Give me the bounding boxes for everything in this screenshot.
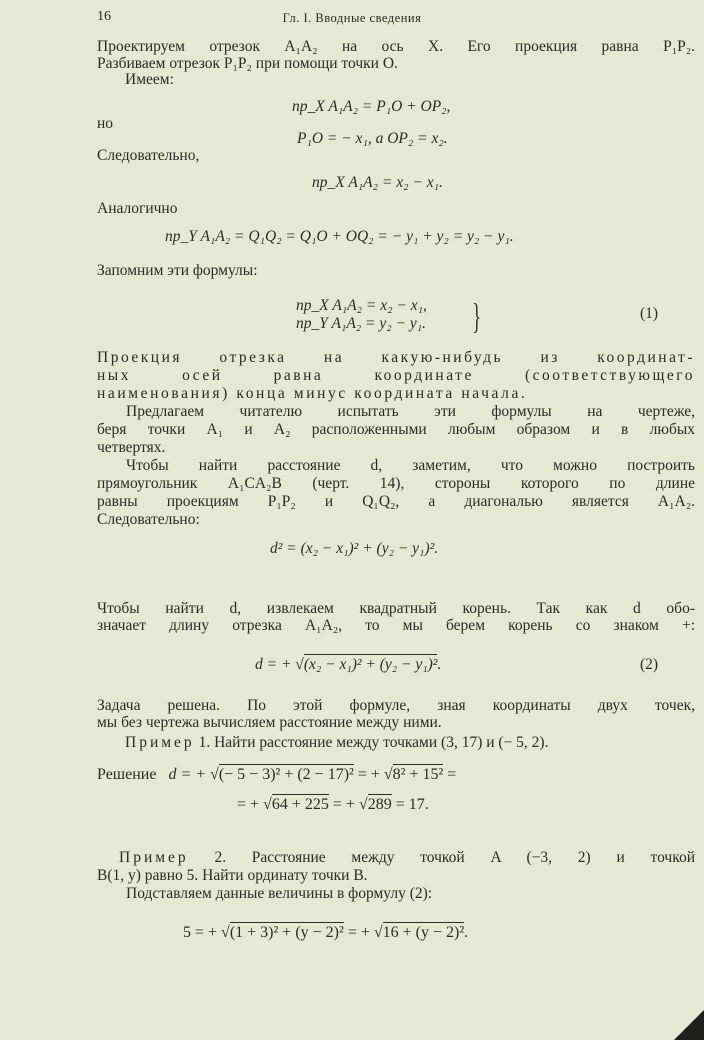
formula: P₁O = − x₁, а OP₂ = x₂. <box>297 130 448 147</box>
formula: пр_X A₁A₂ = x₂ − x₁. <box>312 174 443 191</box>
formula: Решение d = + √(− 5 − 3)² + (2 − 17)² = + √8² + 15² = <box>97 766 457 783</box>
text-line: Следовательно, <box>97 147 200 164</box>
text-line: Имеем: <box>125 71 174 88</box>
text-line: наименования) конца минус координата начала. <box>97 385 528 402</box>
text-line: Запомним эти формулы: <box>97 262 258 279</box>
equation-number: (1) <box>640 305 659 322</box>
formula: пр_X A₁A₂ = x₂ − x₁, <box>296 297 427 314</box>
page-number: 16 <box>97 9 111 24</box>
text-line: Задача решена. По этой формуле, зная координаты двух точек, <box>97 697 695 714</box>
text-line: Чтобы найти расстояние d, заметим, что можно построить <box>126 457 695 474</box>
text-line: Аналогично <box>97 200 178 217</box>
text-line: значает длину отрезка A₁A₂, то мы берем корень со знаком +: <box>97 617 695 634</box>
formula: пр_Y A₁A₂ = Q₁Q₂ = Q₁O + OQ₂ = − y₁ + y₂ = y₂ − y₁. <box>165 228 514 245</box>
text-line: Чтобы найти d, извлекаем квадратный корень. Так как d обо- <box>97 600 695 617</box>
text-line: Разбиваем отрезок P₁P₂ при помощи точки O. <box>97 55 398 72</box>
text-line: Пример 2. Расстояние между точкой A (−3, 2) и точкой <box>119 849 695 866</box>
text-line: равны проекциям P₁P₂ и Q₁Q₂, а диагональю является A₁A₂. <box>97 493 695 510</box>
formula: пр_X A₁A₂ = P₁O + OP₂, <box>292 98 451 115</box>
brace: } <box>472 296 481 336</box>
text-line: Подставляем данные величины в формулу (2): <box>126 885 433 902</box>
text-line: четвертях. <box>97 439 166 456</box>
text-line: прямоугольник A₁CA₂B (черт. 14), стороны которого по длине <box>97 475 695 492</box>
text-line: но <box>97 115 114 132</box>
formula: = + √64 + 225 = + √289 = 17. <box>237 796 429 813</box>
text-line: Следовательно: <box>97 511 200 528</box>
text-line: Предлагаем читателю испытать эти формулы на чертеже, <box>126 403 695 420</box>
page-edge-shadow <box>674 1010 704 1040</box>
formula: d = + √(x₂ − x₁)² + (y₂ − y₁)². <box>255 656 442 673</box>
running-title: Гл. I. Вводные сведения <box>282 11 422 25</box>
text-line: мы без чертежа вычисляем расстояние между ними. <box>97 714 442 731</box>
formula: d² = (x₂ − x₁)² + (y₂ − y₁)². <box>270 540 439 557</box>
text-line: Проекция отрезка на какую-нибудь из координат- <box>97 349 695 366</box>
formula: пр_Y A₁A₂ = y₂ − y₁. <box>296 315 427 332</box>
text-line: B(1, y) равно 5. Найти ординату точки B. <box>97 867 368 884</box>
text-line: беря точки A₁ и A₂ расположенными любым образом и в любых <box>97 421 695 438</box>
text-line: Проектируем отрезок A₁A₂ на ось X. Его проекция равна P₁P₂. <box>97 38 695 55</box>
formula: 5 = + √(1 + 3)² + (y − 2)² = + √16 + (y − 2)². <box>183 924 469 941</box>
text-line: Пример 1. Найти расстояние между точками (3, 17) и (− 5, 2). <box>125 734 549 751</box>
equation-number: (2) <box>640 656 659 673</box>
text-line: ных осей равна координате (соответствующего <box>97 367 695 384</box>
